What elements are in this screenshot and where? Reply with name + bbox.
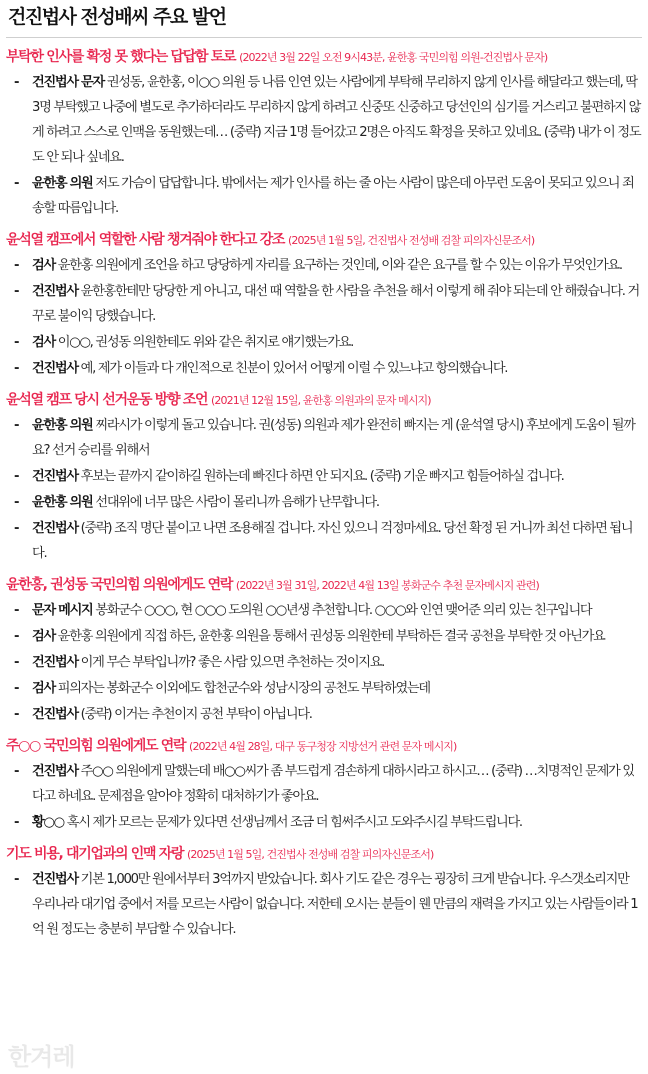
page-title: 건진법사 전성배씨 주요 발언 [8,6,226,28]
speaker-name: 검사 [32,258,55,273]
speaker-name: 건진법사 [32,707,78,722]
speaker-name: 문자 메시지 [32,603,93,618]
quote-text: 저도 가슴이 답답합니다. 밖에서는 제가 인사를 하는 줄 아는 사람이 많은데 아무런 도움이 못되고 있으니 죄송할 따름입니다. [32,176,634,216]
section-heading [6,388,642,412]
quote-text: 윤한홍한테만 당당한 게 아니고, 대선 때 역할을 한 사람을 추천을 해서 이렇게 해 줘야 되는데 안 해줬습니다. 거꾸로 불이익 당했습니다. [32,284,639,324]
section-source-meta: (2021년 12월 15일, 윤한홍 의원과의 문자 메시지) [211,394,431,407]
section-title: 윤석열 캠프에서 역할한 사람 챙겨줘야 한다고 강조 [6,232,285,248]
section-heading [6,734,642,758]
speaker-name: 건진법사 [32,284,78,299]
bullet-dash: - [14,258,19,273]
statement-section [6,842,642,942]
section-source-meta: (2022년 3월 31일, 2022년 4월 13일 봉화군수 추천 문자메시지 관련) [235,579,539,592]
statement-section [6,734,642,835]
speaker-name: 건진법사 [32,655,78,670]
bullet-dash: - [14,681,19,696]
bullet-dash: - [14,764,19,779]
quote-entry [6,624,642,649]
quote-entry [6,810,642,835]
bullet-dash: - [14,495,19,510]
quote-text: 후보는 끝까지 같이하길 원하는데 빠진다 하면 안 되지요. (중략) 기운 빠지고 힘들어하실 겁니다. [80,469,564,484]
section-title: 윤한홍, 권성동 국민의힘 의원에게도 연락 [6,577,233,593]
bullet-dash: - [14,872,19,887]
section-title: 윤석열 캠프 당시 선거운동 방향 조언 [6,392,208,408]
bullet-dash: - [14,521,19,536]
section-heading [6,45,642,69]
quote-text: 찌라시가 이렇게 돌고 있습니다. 권(성동) 의원과 제가 완전히 빠지는 게 (윤석열 당시) 후보에게 도움이 될까요? 선거 승리를 위해서 [32,418,635,458]
quote-entry [6,330,642,355]
quote-text: 이○○, 권성동 의원한테도 위와 같은 취지로 얘기했는가요. [57,335,354,350]
speaker-name: 윤한홍 의원 [32,176,93,191]
quote-text: (중략) 이거는 추천이지 공천 부탁이 아닙니다. [80,707,312,722]
bullet-dash: - [14,418,19,433]
speaker-name: 윤한홍 의원 [32,495,93,510]
speaker-name: 검사 [32,335,55,350]
speaker-name: 검사 [32,629,55,644]
section-source-meta: (2022년 4월 28일, 대구 동구청장 지방선거 관련 문자 메시지) [189,740,457,753]
section-title: 기도 비용, 대기업과의 인맥 자랑 [6,846,184,862]
quote-text: 주○○ 의원에게 말했는데 배○○씨가 좀 부드럽게 겸손하게 대하시라고 하시고… (중략) …치명적인 문제가 있다고 하네요. 문제점을 알아야 정확히 대처하기가 좋아요. [32,764,634,804]
quote-entry [6,516,642,566]
quote-text: 이게 무슨 부탁입니까? 좋은 사람 있으면 추천하는 것이지요. [80,655,385,670]
statement-section [6,573,642,727]
quote-entry [6,676,642,701]
quote-text: 혹시 제가 모르는 문제가 있다면 선생님께서 조금 더 힘써주시고 도와주시길 부탁드립니다. [66,815,522,830]
bullet-dash: - [14,284,19,299]
watermark-logo: 한겨레 [8,1043,75,1071]
bullet-dash: - [14,469,19,484]
speaker-name: 건진법사 [32,521,78,536]
speaker-name: 검사 [32,681,55,696]
section-heading [6,842,642,866]
bullet-dash: - [14,815,19,830]
quote-text: 피의자는 봉화군수 이외에도 합천군수와 성남시장의 공천도 부탁하였는데 [57,681,430,696]
statement-section [6,45,642,221]
section-source-meta: (2025년 1월 5일, 건진법사 전성배 검찰 피의자신문조서) [287,234,535,247]
quote-entry [6,598,642,623]
quote-entry [6,253,642,278]
speaker-name: 윤한홍 의원 [32,418,93,433]
quote-text: 선대위에 너무 많은 사람이 몰리니까 음해가 난무합니다. [95,495,379,510]
quote-entry [6,464,642,489]
quote-entry [6,356,642,381]
quote-entry [6,70,642,170]
bullet-dash: - [14,361,19,376]
quote-text: (중략) 조직 명단 붙이고 나면 조용해질 겁니다. 자신 있으니 걱정마세요. 당선 확정 된 거니까 최선 다하면 됩니다. [32,521,633,561]
quote-entry [6,490,642,515]
quote-entry [6,702,642,727]
bullet-dash: - [14,603,19,618]
quote-text: 기본 1,000만 원에서부터 3억까지 받았습니다. 회사 기도 같은 경우는 굉장히 크게 받습니다. 우스갯소리지만 우리나라 대기업 중에서 저를 모르는 사람이 없습니다. 저한테 오시는 분들이 웬 만큼의 재력을 가지고 있는 사람들이라 1억 원 정도는 충분히 부담할 수 있습니다. [32,872,638,937]
section-title: 주○○ 국민의힘 의원에게도 연락 [6,738,186,754]
quote-text: 봉화군수 ○○○, 현 ○○○ 도의원 ○○년생 추천합니다. ○○○와 인연 맺어준 의리 있는 친구입니다 [95,603,592,618]
quote-text: 예, 제가 이들과 다 개인적으로 친분이 있어서 어떻게 이럴 수 있느냐고 항의했습니다. [80,361,508,376]
sections-container [6,45,642,942]
quote-text: 윤한홍 의원에게 직접 하든, 윤한홍 의원을 통해서 권성동 의원한테 부탁하든 결국 공천을 부탁한 것 아닌가요 [57,629,605,644]
bullet-dash: - [14,176,19,191]
speaker-name: 건진법사 [32,469,78,484]
bullet-dash: - [14,707,19,722]
section-source-meta: (2022년 3월 22일 오전 9시43분, 윤한홍 국민의힘 의원-건진법사 문자) [239,51,548,64]
quote-entry [6,759,642,809]
quote-entry [6,171,642,221]
speaker-name: 건진법사 [32,361,78,376]
section-title: 부탁한 인사를 확정 못 했다는 답답함 토로 [6,49,236,65]
bullet-dash: - [14,75,19,90]
bullet-dash: - [14,655,19,670]
bullet-dash: - [14,335,19,350]
speaker-name: 건진법사 문자 [32,75,104,90]
bullet-dash: - [14,629,19,644]
quote-text: 권성동, 윤한홍, 이○○ 의원 등 나름 인연 있는 사람에게 부탁해 무리하지 않게 인사를 해달라고 했는데, 딱 3명 부탁했고 나중에 별도로 추가하더라도 무리하지 않게 하려고 신중또 신중하고 당선인의 심기를 거스리고 불편하지 않게 하려고 스스로 인맥을 동원했는데… (중략) 지금 1명 들어갔고 2명은 아직도 확정을 못하고 있네요. (중략) 내가 이 정도도 안 되나 싶네요. [32,75,641,165]
quote-entry [6,413,642,463]
speaker-name: 건진법사 [32,872,78,887]
section-heading [6,228,642,252]
statement-section [6,228,642,381]
quote-entry [6,867,642,942]
section-heading [6,573,642,597]
title-divider [6,37,642,38]
section-source-meta: (2025년 1월 5일, 건진법사 전성배 검찰 피의자신문조서) [187,848,434,861]
quote-text: 윤한홍 의원에게 조언을 하고 당당하게 자리를 요구하는 것인데, 이와 같은 요구를 할 수 있는 이유가 무엇인가요. [57,258,622,273]
speaker-name: 건진법사 [32,764,78,779]
statement-section [6,388,642,566]
speaker-name: 황○○ [32,815,64,830]
quote-entry [6,650,642,675]
quote-entry [6,279,642,329]
